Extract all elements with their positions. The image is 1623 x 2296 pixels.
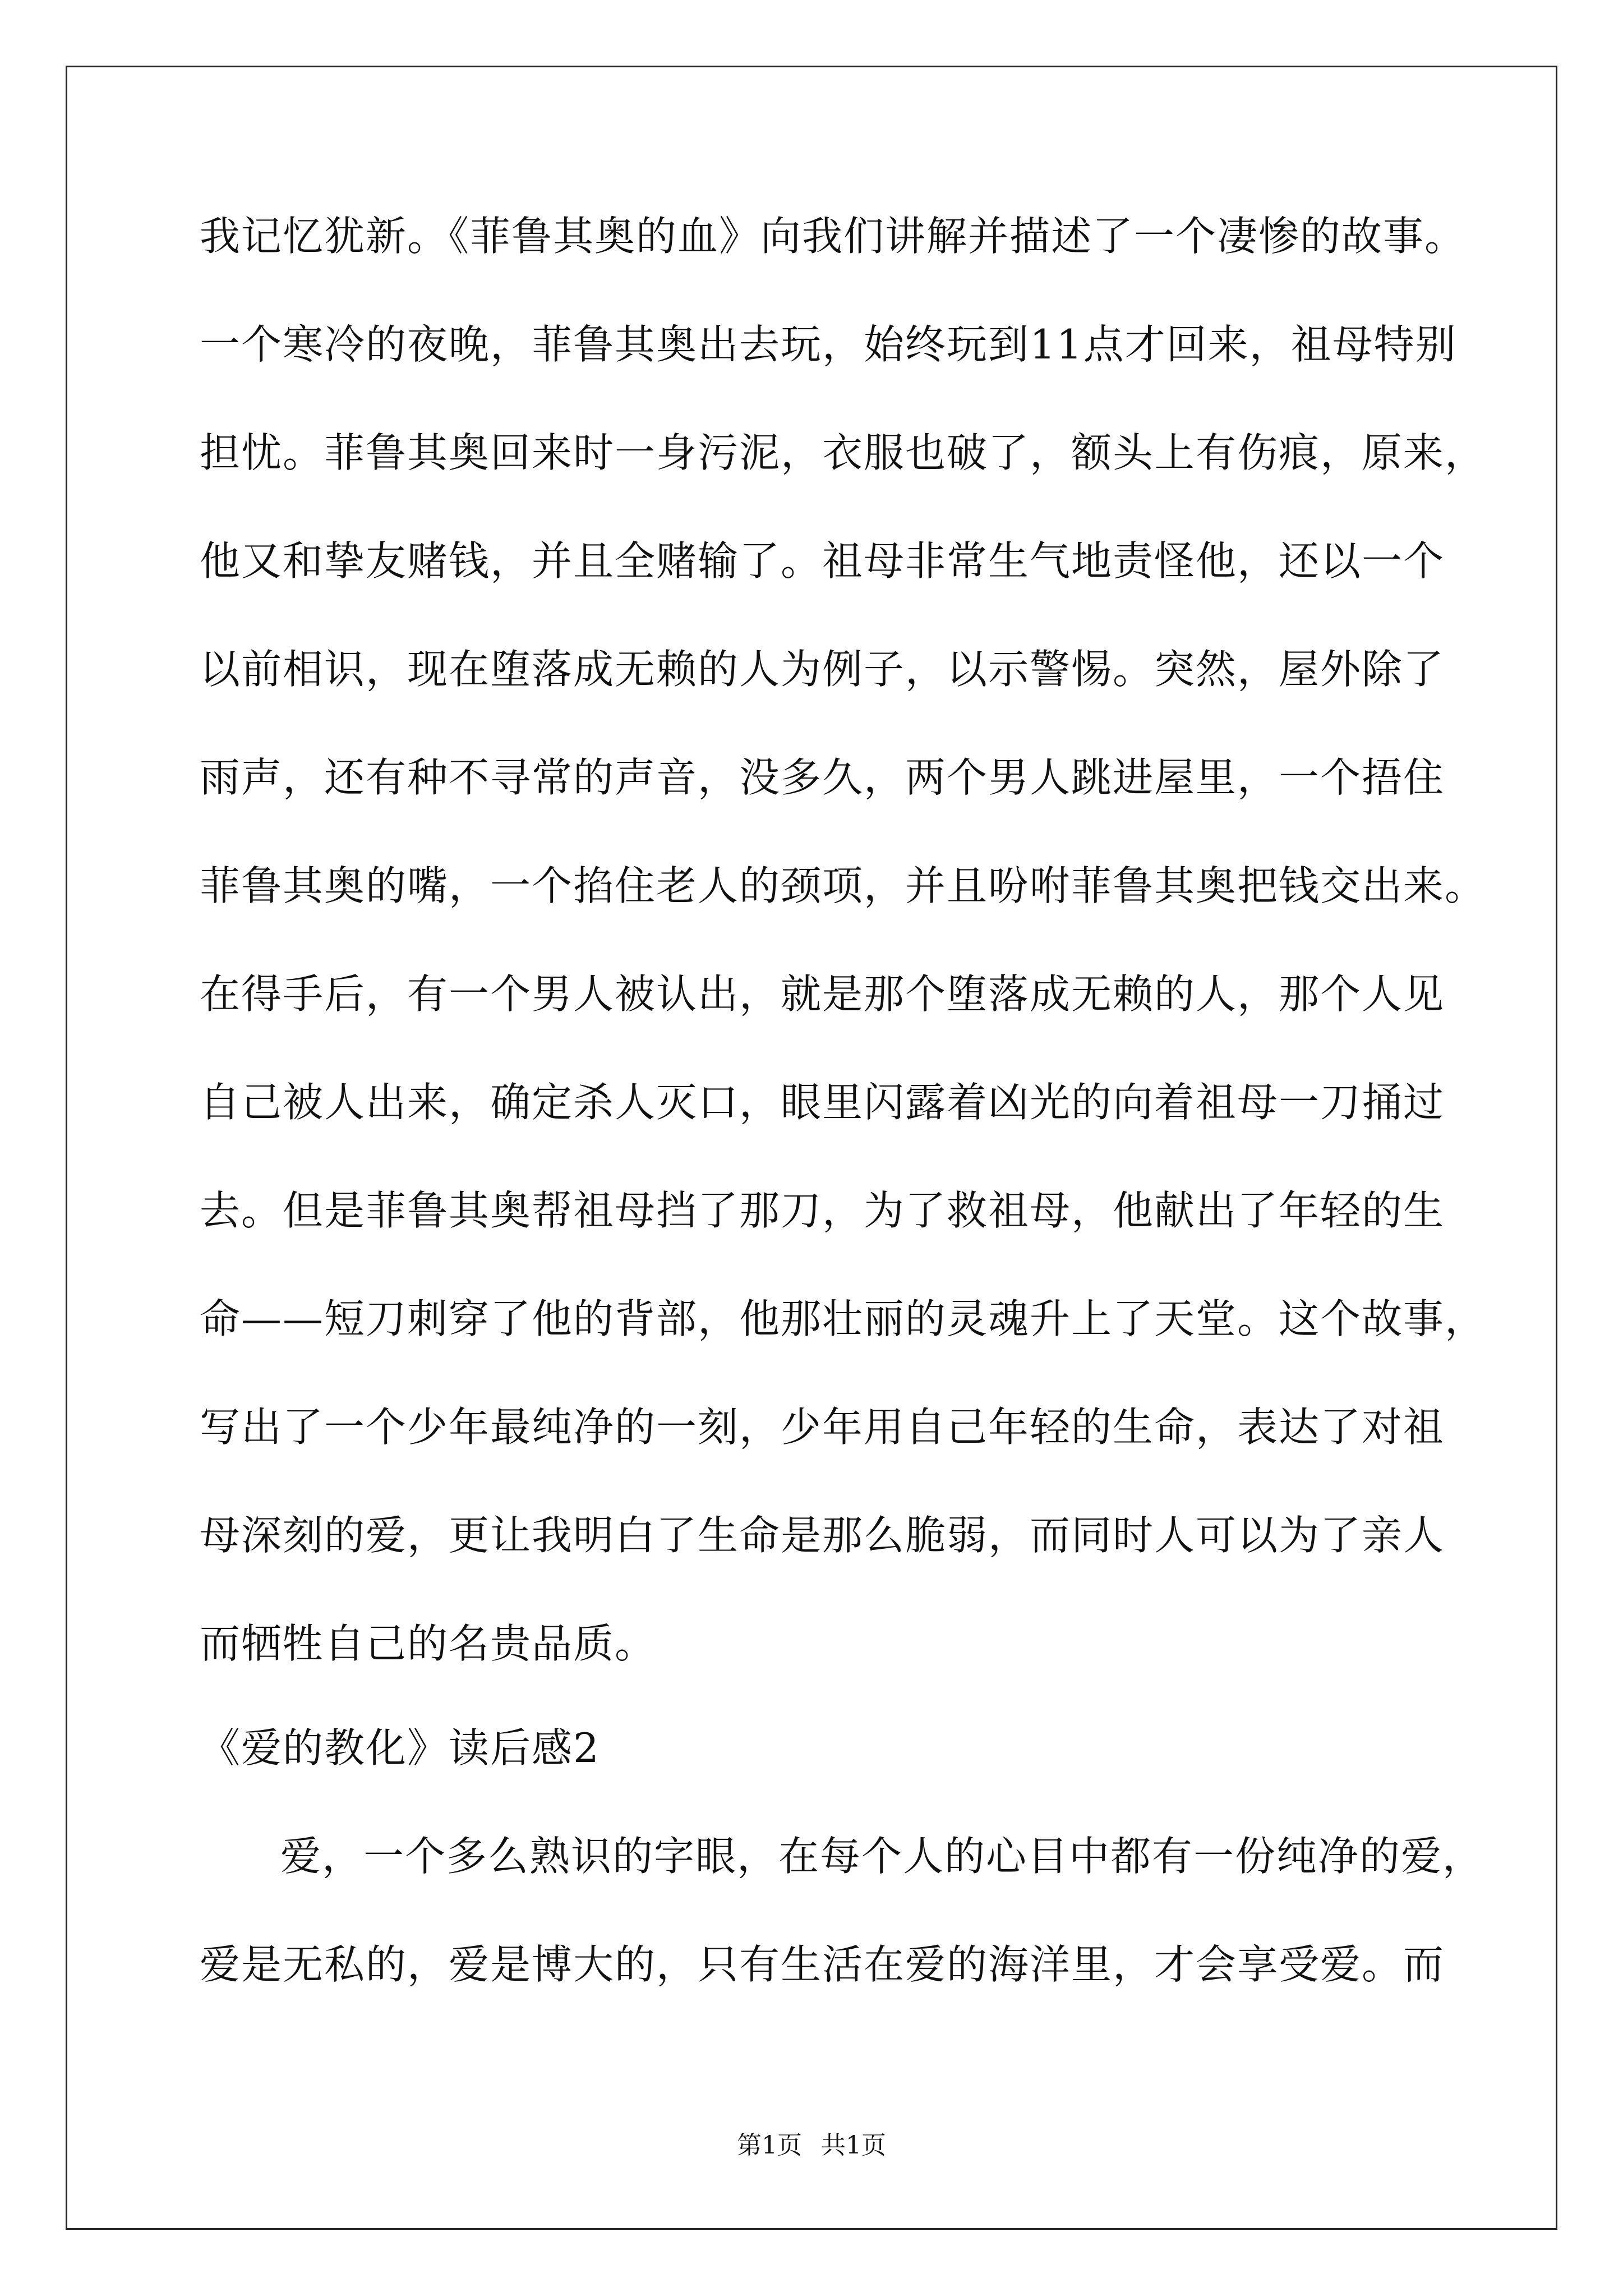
body-line: 雨声，还有种不寻常的声音，没多久，两个男人跳进屋里，一个捂住 (200, 754, 1445, 801)
section-heading: 《爱的教化》读后感2 (200, 1724, 600, 1772)
body-line: 母深刻的爱，更让我明白了生命是那么脆弱，而同时人可以为了亲人 (200, 1512, 1445, 1559)
paragraph-line: 爱，一个多么熟识的字眼，在每个人的心目中都有一份纯净的爱， (280, 1833, 1484, 1880)
body-line: 以前相识，现在堕落成无赖的人为例子，以示警惕。突然，屋外除了 (200, 646, 1445, 693)
page-footer (0, 2133, 1623, 2158)
body-line: 我记忆犹新。《菲鲁其奥的血》向我们讲解并描述了一个凄惨的故事。 (200, 213, 1467, 260)
paragraph-line: 爱是无私的，爱是博大的，只有生活在爱的海洋里，才会享受爱。而 (200, 1941, 1445, 1988)
page-total: 共1页 (821, 2131, 886, 2160)
body-line: 在得手后，有一个男人被认出，就是那个堕落成无赖的人，那个人见 (200, 970, 1445, 1018)
body-line: 担忧。菲鲁其奥回来时一身污泥，衣服也破了，额头上有伤痕，原来， (200, 429, 1487, 476)
body-line: 而牺牲自己的名贵品质。 (200, 1620, 657, 1667)
body-line: 自己被人出来，确定杀人灭口，眼里闪露着凶光的向着祖母一刀捅过 (200, 1079, 1445, 1126)
body-line: 命——短刀刺穿了他的背部，他那壮丽的灵魂升上了天堂。这个故事， (200, 1295, 1487, 1342)
body-line: 写出了一个少年最纯净的一刻，少年用自己年轻的生命，表达了对祖 (200, 1404, 1445, 1451)
body-line: 他又和挚友赌钱，并且全赌输了。祖母非常生气地责怪他，还以一个 (200, 537, 1445, 585)
page-border (66, 66, 1557, 2230)
body-line: 一个寒冷的夜晚，菲鲁其奥出去玩，始终玩到11点才回来，祖母特别 (200, 321, 1457, 368)
page-number: 第1页 (737, 2131, 802, 2160)
body-line: 菲鲁其奥的嘴，一个掐住老人的颈项，并且吩咐菲鲁其奥把钱交出来。 (200, 862, 1487, 909)
body-line: 去。但是菲鲁其奥帮祖母挡了那刀，为了救祖母，他献出了年轻的生 (200, 1187, 1445, 1234)
